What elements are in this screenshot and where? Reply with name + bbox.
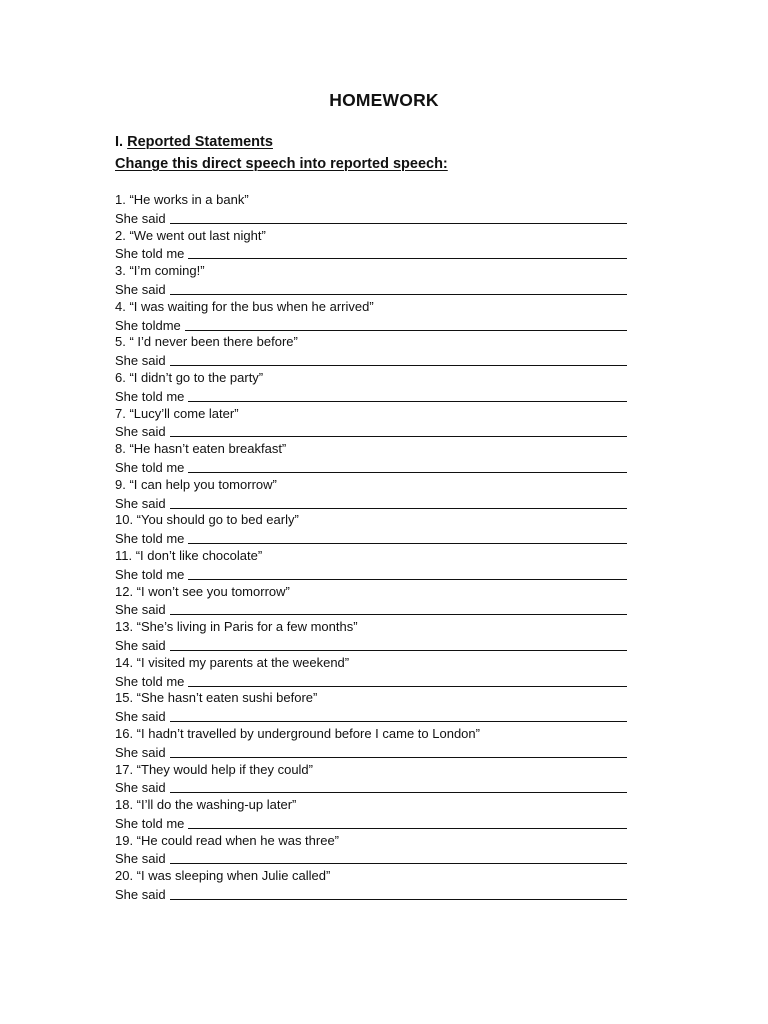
answer-prompt: She told me [115, 531, 185, 547]
exercise-question: 7. “Lucy’ll come later” [115, 405, 239, 421]
exercise-item [115, 761, 635, 797]
answer-line [115, 849, 635, 867]
answer-blank[interactable] [188, 530, 627, 544]
answer-blank[interactable] [188, 673, 627, 687]
exercise-item [115, 191, 635, 227]
exercise-question: 12. “I won’t see you tomorrow” [115, 583, 290, 599]
answer-prompt: She said [115, 210, 166, 226]
answer-blank[interactable] [170, 850, 627, 864]
answer-line [115, 707, 635, 725]
answer-prompt: She said [115, 709, 166, 725]
answer-blank[interactable] [170, 423, 627, 437]
answer-prompt: She toldme [115, 317, 181, 333]
exercise-question: 16. “I hadn’t travelled by underground before I came to London” [115, 725, 480, 741]
exercise-item [115, 654, 635, 690]
answer-line [115, 351, 635, 369]
exercise-question: 19. “He could read when he was three” [115, 832, 340, 848]
answer-blank[interactable] [188, 459, 627, 473]
answer-line [115, 422, 635, 440]
answer-line [115, 209, 635, 227]
answer-prompt: She said [115, 744, 166, 760]
answer-prompt: She told me [115, 673, 185, 689]
exercise-item [115, 405, 635, 441]
answer-prompt: She said [115, 637, 166, 653]
answer-blank[interactable] [170, 744, 627, 758]
exercise-item [115, 867, 635, 903]
exercise-question: 17. “They would help if they could” [115, 761, 313, 777]
answer-blank[interactable] [185, 317, 627, 331]
exercise-question: 8. “He hasn’t eaten breakfast” [115, 441, 287, 457]
answer-line [115, 529, 635, 547]
exercise-question: 10. “You should go to bed early” [115, 512, 299, 528]
exercise-item [115, 832, 635, 868]
exercise-item [115, 333, 635, 369]
exercise-item [115, 227, 635, 263]
answer-blank[interactable] [170, 495, 627, 509]
exercise-question: 5. “ I’d never been there before” [115, 334, 298, 350]
exercise-question: 20. “I was sleeping when Julie called” [115, 868, 331, 884]
answer-blank[interactable] [188, 566, 627, 580]
exercise-question: 3. “I’m coming!” [115, 263, 205, 279]
exercise-item [115, 476, 635, 512]
exercise-item [115, 369, 635, 405]
section-instruction: Change this direct speech into reported speech: [115, 156, 448, 172]
section-number: I. [115, 134, 124, 150]
exercise-question: 9. “I can help you tomorrow” [115, 476, 277, 492]
answer-blank[interactable] [170, 637, 627, 651]
section-name: Reported Statements [127, 134, 273, 150]
answer-line [115, 672, 635, 690]
exercise-question: 2. “We went out last night” [115, 227, 266, 243]
exercise-question: 13. “She’s living in Paris for a few months” [115, 619, 358, 635]
answer-prompt: She told me [115, 246, 185, 262]
answer-line [115, 885, 635, 903]
exercise-list [115, 191, 635, 903]
answer-blank[interactable] [170, 708, 627, 722]
answer-prompt: She said [115, 887, 166, 903]
answer-prompt: She told me [115, 388, 185, 404]
exercise-question: 1. “He works in a bank” [115, 192, 249, 207]
answer-blank[interactable] [170, 601, 627, 615]
exercise-item [115, 547, 635, 583]
answer-line [115, 387, 635, 405]
answer-line [115, 280, 635, 298]
answer-blank[interactable] [170, 886, 627, 900]
answer-line [115, 743, 635, 761]
answer-line [115, 244, 635, 262]
page-title: HOMEWORK [329, 90, 439, 110]
answer-prompt: She said [115, 602, 166, 618]
answer-prompt: She said [115, 495, 166, 511]
answer-line [115, 636, 635, 654]
answer-prompt: She said [115, 780, 166, 796]
answer-line [115, 565, 635, 583]
exercise-item [115, 796, 635, 832]
exercise-question: 4. “I was waiting for the bus when he arrived” [115, 298, 374, 314]
answer-blank[interactable] [170, 210, 627, 224]
exercise-question: 11. “I don’t like chocolate” [115, 547, 263, 563]
exercise-item [115, 689, 635, 725]
answer-blank[interactable] [188, 388, 627, 402]
exercise-item [115, 583, 635, 619]
answer-blank[interactable] [170, 352, 627, 366]
exercise-question: 6. “I didn’t go to the party” [115, 369, 264, 385]
exercise-item [115, 298, 635, 334]
exercise-question: 14. “I visited my parents at the weekend” [115, 654, 350, 670]
exercise-item [115, 618, 635, 654]
exercise-item [115, 511, 635, 547]
exercise-question: 18. “I’ll do the washing-up later” [115, 797, 297, 813]
answer-prompt: She said [115, 851, 166, 867]
exercise-item [115, 440, 635, 476]
answer-blank[interactable] [170, 779, 627, 793]
answer-prompt: She told me [115, 815, 185, 831]
answer-line [115, 600, 635, 618]
exercise-item [115, 725, 635, 761]
answer-line [115, 316, 635, 334]
answer-prompt: She said [115, 353, 166, 369]
answer-line [115, 458, 635, 476]
answer-line [115, 494, 635, 512]
answer-prompt: She told me [115, 566, 185, 582]
answer-prompt: She told me [115, 459, 185, 475]
answer-line [115, 814, 635, 832]
exercise-question: 15. “She hasn’t eaten sushi before” [115, 690, 318, 706]
answer-blank[interactable] [170, 281, 627, 295]
answer-prompt: She said [115, 281, 166, 297]
section-heading [115, 132, 273, 152]
answer-line [115, 778, 635, 796]
exercise-item [115, 262, 635, 298]
answer-blank[interactable] [188, 815, 627, 829]
answer-blank[interactable] [188, 245, 627, 259]
answer-prompt: She said [115, 424, 166, 440]
